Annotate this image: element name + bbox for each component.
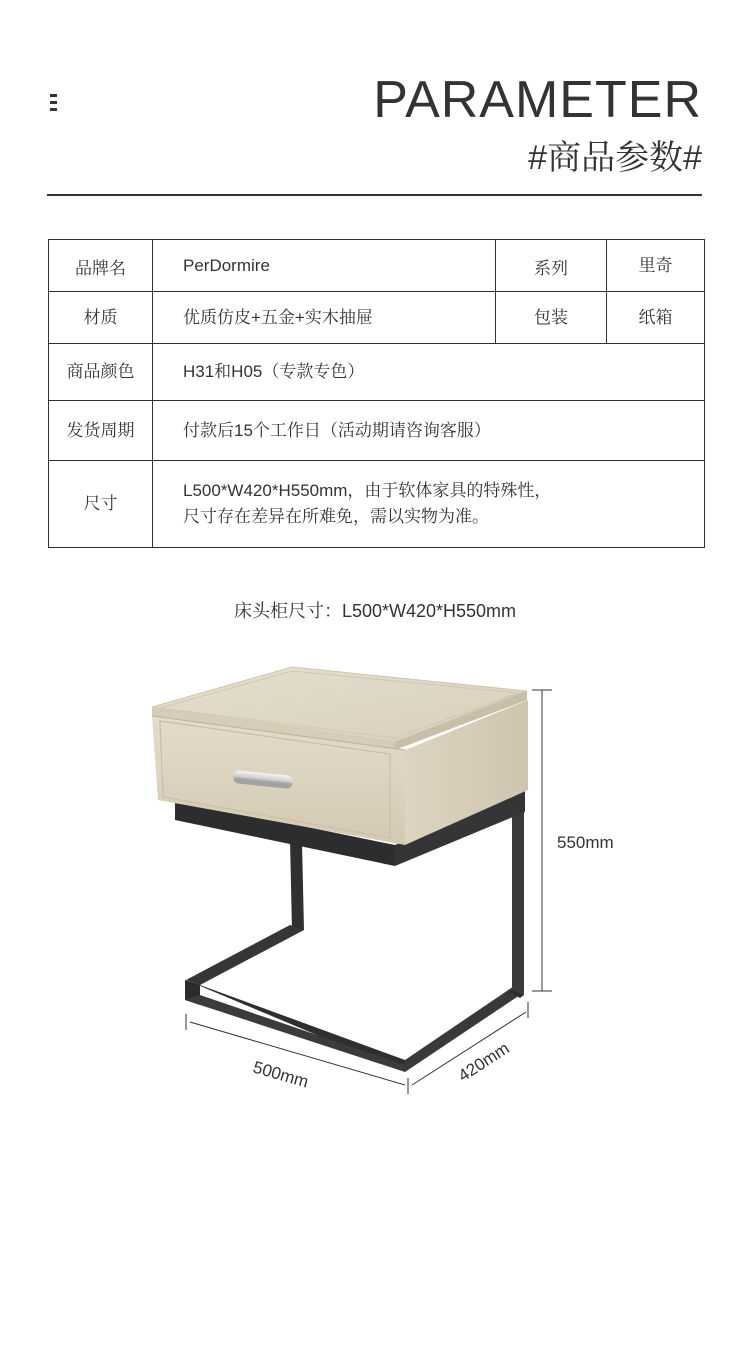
menu-icon[interactable] [50,94,62,116]
nightstand-illustration [0,640,750,1110]
size-value-line1: L500*W420*H550mm，由于软体家具的特殊性， [183,481,552,500]
parameter-table [48,239,705,548]
height-label: 550mm [557,833,614,852]
header-divider [47,194,702,196]
package-value: 纸箱 [607,292,705,344]
delivery-value: 付款后15个工作日（活动期请咨询客服） [153,401,705,461]
delivery-label: 发货周期 [49,401,153,461]
material-label: 材质 [49,292,153,344]
size-value [153,461,705,548]
size-label: 尺寸 [49,461,153,548]
page-title: PARAMETER [373,71,702,129]
package-label: 包装 [496,292,607,344]
table-row [49,461,705,548]
table-row [49,292,705,344]
table-row [49,240,705,292]
dimension-caption: 床头柜尺寸：L500*W420*H550mm [233,601,517,621]
page-subtitle: #商品参数# [528,139,702,177]
table-row [49,344,705,401]
color-label: 商品颜色 [49,344,153,401]
length-label: 500mm [250,1057,311,1092]
brand-value: PerDormire [153,240,496,292]
table-row [49,401,705,461]
material-value: 优质仿皮+五金+实木抽屉 [153,292,496,344]
series-label: 系列 [496,240,607,292]
color-value: H31和H05（专款专色） [153,344,705,401]
brand-label: 品牌名 [49,240,153,292]
series-value: 里奇 [607,240,705,292]
size-value-line2: 尺寸存在差异在所难免，需以实物为准。 [183,507,489,526]
width-label: 420mm [454,1038,513,1086]
